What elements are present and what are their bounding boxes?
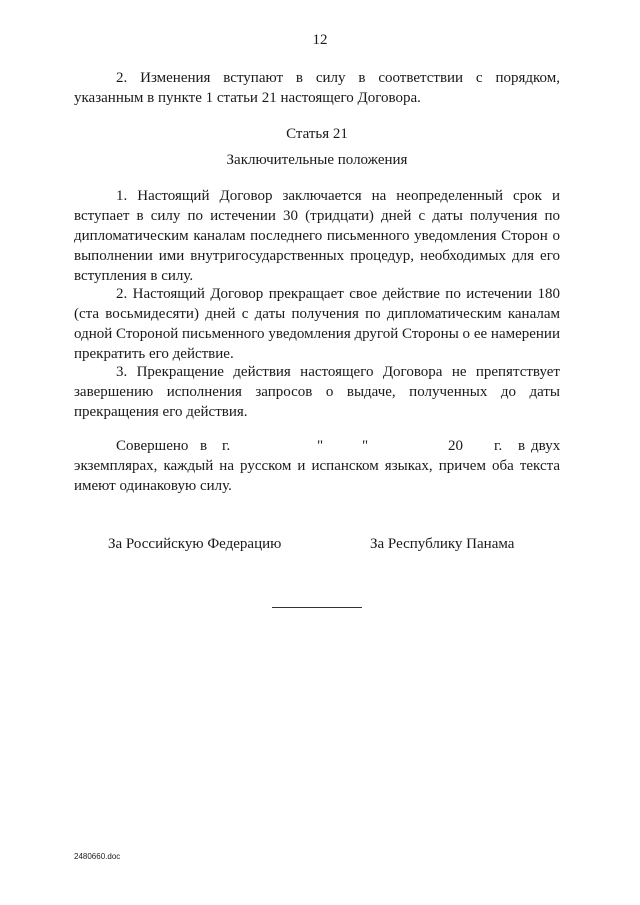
article-title: Заключительные положения — [226, 152, 408, 168]
signing-in: в — [200, 438, 208, 454]
signing-year-abbr: г. — [494, 438, 503, 454]
signing-rest: экземплярах, каждый на русском и испанском языках, причем оба текста имеют одинаковую силу. — [74, 458, 560, 494]
signing-quote-close: " — [362, 438, 369, 454]
signing-first-line — [74, 436, 560, 456]
page-number: 12 — [312, 32, 328, 48]
article-heading: Статья 21 — [286, 126, 348, 142]
article-item-1: 1. Настоящий Договор заключается на неопределенный срок и вступает в силу по истечении 30 (тридцати) дней с даты получения по дипломатическим каналам последнего письменного уведомления Сторон о выполнении ими внутригосударственных процедур, необходимых для его вступления в силу. — [74, 188, 560, 284]
signing-year: 20 — [448, 438, 463, 454]
article-item-3: 3. Прекращение действия настоящего Договора не препятствует завершению исполнения запросов о выдаче, полученных до даты прекращения его действия. — [74, 364, 560, 420]
signature-panama: За Республику Панама — [370, 536, 515, 552]
article-item-2: 2. Настоящий Договор прекращает свое действие по истечении 180 (ста восьмидесяти) дней с даты получения по дипломатическим каналам одной Стороной письменного уведомления другой Стороны о ее намерении прекратить его действие. — [74, 286, 560, 362]
signing-city-abbr: г. — [222, 438, 231, 454]
signature-russia: За Российскую Федерацию — [108, 536, 282, 552]
signing-done: Совершено — [116, 438, 189, 454]
document-reference: 2480660.doc — [74, 852, 121, 861]
paragraph-amendments: 2. Изменения вступают в силу в соответствии с порядком, указанным в пункте 1 статьи 21 настоящего Договора. — [74, 70, 560, 106]
signing-in2: в — [518, 438, 526, 454]
signing-copies: двух — [531, 438, 561, 454]
signing-quote-open: " — [317, 438, 324, 454]
signing-statement — [74, 436, 560, 496]
end-divider — [272, 607, 362, 608]
